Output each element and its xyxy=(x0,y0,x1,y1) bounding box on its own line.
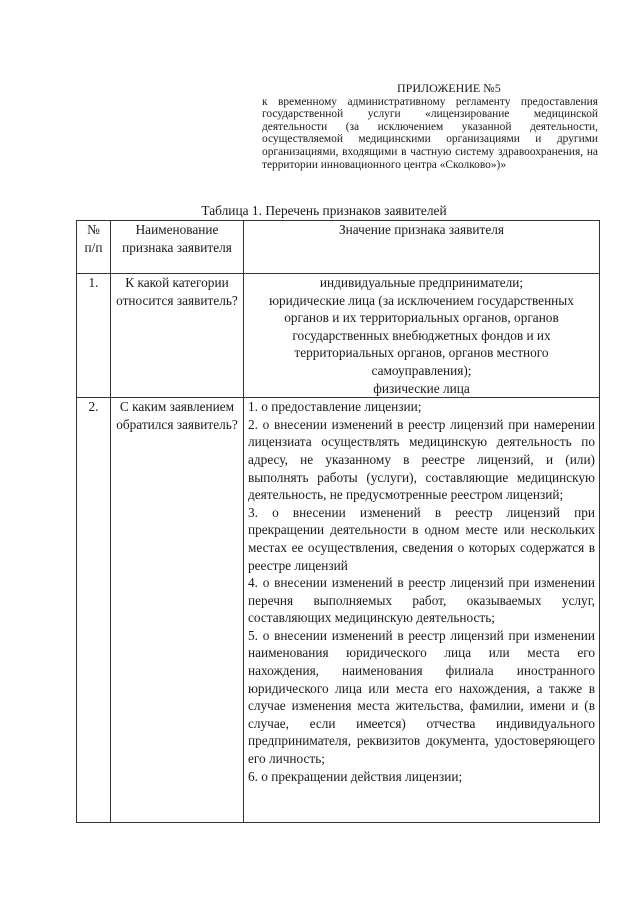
value-item: 1. о предоставление лицензии; xyxy=(248,399,422,415)
row-sign-name: С каким заявлением обратился заявитель? xyxy=(111,398,244,823)
row-sign-values xyxy=(244,274,600,398)
row-number: 2. xyxy=(77,398,111,823)
table-row xyxy=(77,274,600,398)
appendix-title: ПРИЛОЖЕНИЕ №5 xyxy=(397,81,501,95)
row-number: 1. xyxy=(77,274,111,398)
row-sign-name: К какой категории относится заявитель? xyxy=(111,274,244,398)
value-item: физические лица xyxy=(373,380,470,396)
value-item: 5. о внесении изменений в реестр лицензий при изменении наименования юридического лица или места его нахождения, наименования филиала иностранного юридического лица или места его нахождения, а также в случае изменения места жительства, фамилии, имени и (в случае, если имеется) отчества индивидуального предпринимателя, реквизитов документа, удостоверяющего его личность; xyxy=(248,627,595,767)
appendix-header xyxy=(262,82,598,171)
row-sign-values xyxy=(244,398,600,823)
appendix-text: к временному административному регламенту предоставления государственной услуги «лицензирование медицинской деятельности (за исключением указанной деятельности, осуществляемой медицинскими организациями и другими организациями, входящими в частную систему здравоохранения, на территории инновационного центра «Сколково»)» xyxy=(262,95,598,171)
value-item: 2. о внесении изменений в реестр лицензий при намерении лицензиата осуществлять медицинскую деятельность по адресу, не указанному в реестре лицензий, и (или) выполнять работы (услуги), составляющие медицинскую деятельность, не предусмотренные реестром лицензий; xyxy=(248,416,595,503)
value-item: 6. о прекращении действия лицензии; xyxy=(248,768,463,784)
header-number: № п/п xyxy=(77,221,111,274)
value-item: 3. о внесении изменений в реестр лицензий при прекращении деятельности в одном месте или нескольких местах ее осуществления, сведения о которых содержатся в реестре лицензий xyxy=(248,504,595,573)
applicant-signs-table xyxy=(76,220,600,823)
value-item: 4. о внесении изменений в реестр лицензий при изменении перечня выполняемых работ, оказываемых услуг, составляющих медицинскую деятельность; xyxy=(248,575,595,626)
table-header-row xyxy=(77,221,600,274)
header-sign-value: Значение признака заявителя xyxy=(244,221,600,274)
value-item: индивидуальные предприниматели; xyxy=(319,275,524,290)
header-sign-name: Наименование признака заявителя xyxy=(111,221,244,274)
table-row xyxy=(77,398,600,823)
value-item: юридические лица (за исключением государственных органов и их территориальных органов, органов государственных внебюджетных фондов и их территориальных органов, органов местного самоуправления); xyxy=(269,292,574,378)
table-caption: Таблица 1. Перечень признаков заявителей xyxy=(201,203,447,218)
